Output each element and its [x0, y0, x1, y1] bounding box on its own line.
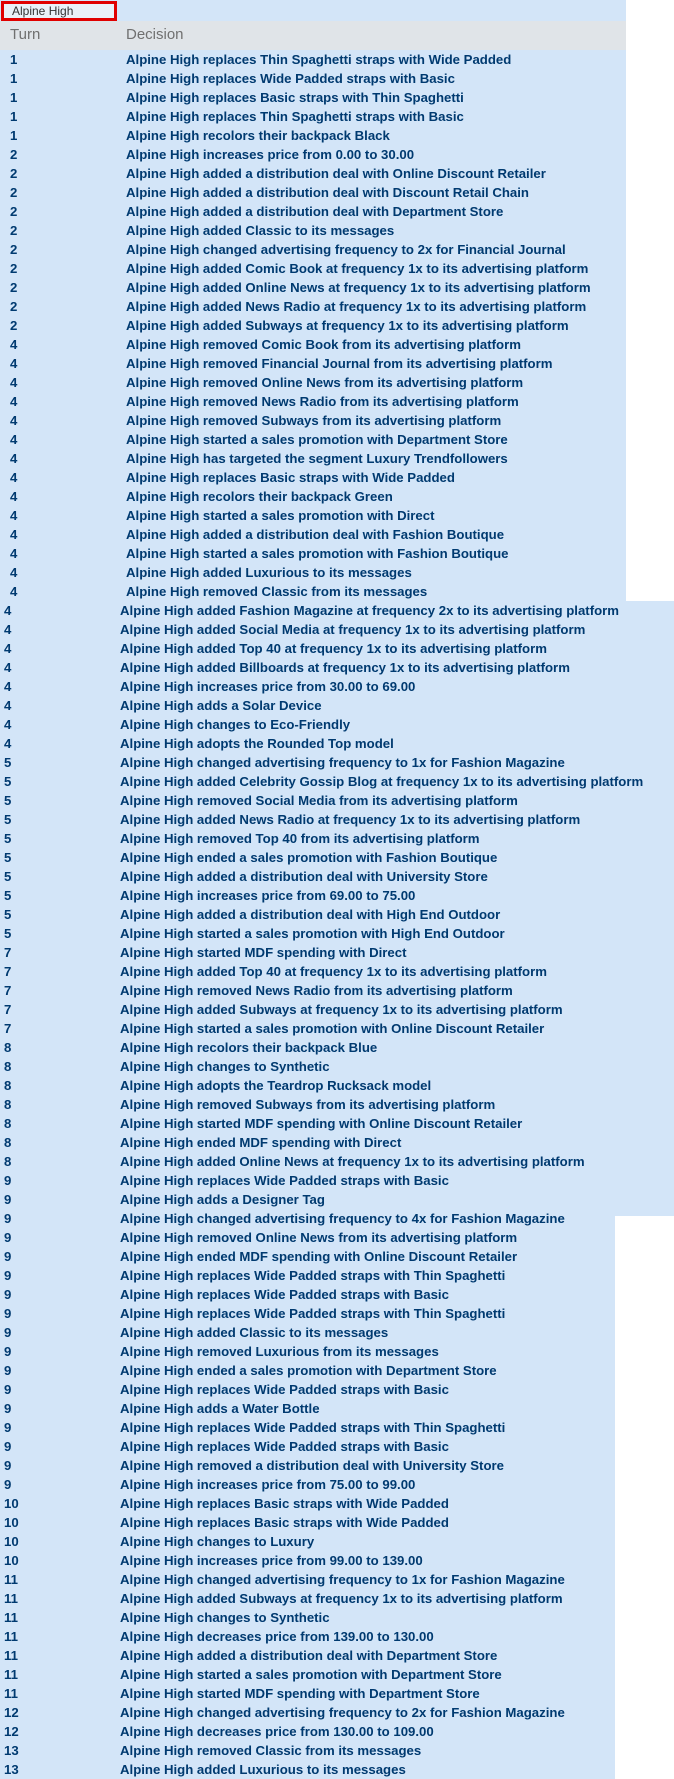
- decision-cell: Alpine High removed News Radio from its advertising platform: [120, 983, 513, 998]
- table-row: [0, 563, 674, 582]
- turn-cell: 13: [4, 1762, 19, 1777]
- turn-cell: 5: [4, 831, 12, 846]
- table-row: [0, 335, 674, 354]
- turn-cell: 1: [10, 128, 18, 143]
- decision-cell: Alpine High removed Subways from its advertising platform: [120, 1097, 496, 1112]
- turn-cell: 11: [4, 1610, 18, 1625]
- turn-cell: 5: [4, 812, 12, 827]
- table-row: [0, 848, 674, 867]
- table-row: [0, 1608, 674, 1627]
- turn-cell: 5: [4, 869, 12, 884]
- decision-cell: Alpine High added Online News at frequency 1x to its advertising platform: [120, 1154, 585, 1169]
- table-row: [0, 525, 674, 544]
- turn-cell: 4: [10, 451, 18, 466]
- table-row: [0, 107, 674, 126]
- turn-cell: 4: [10, 546, 18, 561]
- table-row: [0, 1684, 674, 1703]
- table-row: [0, 962, 674, 981]
- decision-cell: Alpine High added Luxurious to its messages: [120, 1762, 406, 1777]
- table-row: [0, 1323, 674, 1342]
- decision-cell: Alpine High removed Luxurious from its messages: [120, 1344, 439, 1359]
- turn-cell: 8: [4, 1078, 12, 1093]
- table-row: [0, 1551, 674, 1570]
- decision-cell: Alpine High removed Online News from its advertising platform: [126, 375, 524, 390]
- turn-cell: 4: [4, 736, 12, 751]
- turn-cell: 4: [10, 527, 18, 542]
- decision-cell: Alpine High replaces Basic straps with Thin Spaghetti: [126, 90, 464, 105]
- turn-cell: 9: [4, 1173, 12, 1188]
- table-row: [0, 183, 674, 202]
- decision-cell: Alpine High added a distribution deal with Fashion Boutique: [126, 527, 505, 542]
- decision-cell: Alpine High changes to Synthetic: [120, 1059, 330, 1074]
- decision-cell: Alpine High added News Radio at frequency 1x to its advertising platform: [126, 299, 587, 314]
- table-row: [0, 601, 674, 620]
- decision-cell: Alpine High increases price from 75.00 to 99.00: [120, 1477, 416, 1492]
- turn-cell: 11: [4, 1629, 18, 1644]
- decision-cell: Alpine High replaces Basic straps with Wide Padded: [120, 1515, 449, 1530]
- turn-cell: 11: [4, 1591, 18, 1606]
- decision-cell: Alpine High removed a distribution deal with University Store: [120, 1458, 504, 1473]
- table-row: [0, 449, 674, 468]
- decision-cell: Alpine High added a distribution deal with Online Discount Retailer: [126, 166, 546, 181]
- turn-cell: 9: [4, 1401, 12, 1416]
- table-row: [0, 1228, 674, 1247]
- turn-cell: 9: [4, 1306, 12, 1321]
- turn-cell: 5: [4, 774, 12, 789]
- table-row: [0, 1095, 674, 1114]
- decision-cell: Alpine High adds a Solar Device: [120, 698, 322, 713]
- turn-cell: 9: [4, 1439, 12, 1454]
- decision-cell: Alpine High started MDF spending with Online Discount Retailer: [120, 1116, 523, 1131]
- table-row: [0, 354, 674, 373]
- table-row: [0, 1418, 674, 1437]
- table-row: [0, 696, 674, 715]
- turn-cell: 9: [4, 1268, 12, 1283]
- decision-cell: Alpine High added a distribution deal with Department Store: [120, 1648, 498, 1663]
- table-row: [0, 1703, 674, 1722]
- decision-cell: Alpine High ended a sales promotion with Fashion Boutique: [120, 850, 498, 865]
- table-row: [0, 392, 674, 411]
- table-row: [0, 1437, 674, 1456]
- turn-cell: 8: [4, 1097, 12, 1112]
- turn-cell: 7: [4, 1002, 12, 1017]
- decision-cell: Alpine High removed Financial Journal from its advertising platform: [126, 356, 553, 371]
- decision-cell: Alpine High added Subways at frequency 1x to its advertising platform: [120, 1002, 563, 1017]
- decision-cell: Alpine High replaces Basic straps with Wide Padded: [126, 470, 455, 485]
- turn-cell: 1: [10, 90, 18, 105]
- turn-cell: 4: [10, 584, 18, 599]
- table-row: [0, 506, 674, 525]
- table-row: [0, 905, 674, 924]
- table-row: [0, 1190, 674, 1209]
- turn-cell: 2: [10, 318, 18, 333]
- turn-cell: 2: [10, 166, 18, 181]
- decision-cell: Alpine High replaces Wide Padded straps with Thin Spaghetti: [120, 1306, 506, 1321]
- turn-cell: 4: [10, 356, 18, 371]
- decision-cell: Alpine High added Celebrity Gossip Blog at frequency 1x to its advertising platform: [120, 774, 644, 789]
- table-row: [0, 1741, 674, 1760]
- turn-cell: 12: [4, 1705, 19, 1720]
- turn-cell: 4: [10, 337, 18, 352]
- decision-cell: Alpine High added a distribution deal with Discount Retail Chain: [126, 185, 529, 200]
- table-header: [0, 21, 626, 50]
- decision-cell: Alpine High replaces Thin Spaghetti straps with Basic: [126, 109, 464, 124]
- decision-cell: Alpine High removed Top 40 from its advertising platform: [120, 831, 480, 846]
- turn-cell: 9: [4, 1211, 12, 1226]
- table-row: [0, 658, 674, 677]
- table-row: [0, 639, 674, 658]
- table-row: [0, 430, 674, 449]
- table-row: [0, 145, 674, 164]
- table-row: [0, 221, 674, 240]
- table-row: [0, 1076, 674, 1095]
- turn-cell: 11: [4, 1648, 18, 1663]
- decision-cell: Alpine High added Social Media at frequency 1x to its advertising platform: [120, 622, 586, 637]
- turn-cell: 2: [10, 185, 18, 200]
- table-row: [0, 1722, 674, 1741]
- table-row: [0, 1209, 674, 1228]
- turn-cell: 2: [10, 299, 18, 314]
- decision-cell: Alpine High added Comic Book at frequency 1x to its advertising platform: [126, 261, 589, 276]
- turn-cell: 10: [4, 1534, 19, 1549]
- decision-cell: Alpine High added Fashion Magazine at frequency 2x to its advertising platform: [120, 603, 620, 618]
- table-row: [0, 734, 674, 753]
- turn-cell: 4: [10, 508, 18, 523]
- table-row: [0, 1304, 674, 1323]
- table-row: [0, 240, 674, 259]
- table-row: [0, 791, 674, 810]
- table-row: [0, 1532, 674, 1551]
- turn-cell: 9: [4, 1192, 12, 1207]
- table-row: [0, 1114, 674, 1133]
- decision-cell: Alpine High removed News Radio from its advertising platform: [126, 394, 519, 409]
- decision-cell: Alpine High added Subways at frequency 1x to its advertising platform: [126, 318, 569, 333]
- decision-cell: Alpine High ended MDF spending with Online Discount Retailer: [120, 1249, 518, 1264]
- decision-cell: Alpine High added a distribution deal with University Store: [120, 869, 488, 884]
- turn-cell: 9: [4, 1458, 12, 1473]
- decision-cell: Alpine High added Top 40 at frequency 1x to its advertising platform: [120, 641, 547, 656]
- turn-cell: 2: [10, 147, 18, 162]
- decision-cell: Alpine High replaces Wide Padded straps with Basic: [126, 71, 455, 86]
- turn-cell: 8: [4, 1040, 12, 1055]
- decision-cell: Alpine High changes to Synthetic: [120, 1610, 330, 1625]
- decision-cell: Alpine High replaces Wide Padded straps with Basic: [120, 1439, 449, 1454]
- turn-cell: 5: [4, 793, 12, 808]
- turn-cell: 10: [4, 1496, 19, 1511]
- decision-cell: Alpine High changed advertising frequency to 4x for Fashion Magazine: [120, 1211, 565, 1226]
- turn-cell: 7: [4, 945, 12, 960]
- table-row: [0, 1019, 674, 1038]
- turn-cell: 11: [4, 1686, 18, 1701]
- decision-cell: Alpine High started a sales promotion with Online Discount Retailer: [120, 1021, 545, 1036]
- turn-cell: 2: [10, 280, 18, 295]
- table-row: [0, 1171, 674, 1190]
- turn-cell: 4: [4, 622, 12, 637]
- table-row: [0, 1380, 674, 1399]
- turn-cell: 5: [4, 888, 12, 903]
- table-row: [0, 126, 674, 145]
- decision-cell: Alpine High removed Online News from its advertising platform: [120, 1230, 518, 1245]
- decision-cell: Alpine High decreases price from 139.00 to 130.00: [120, 1629, 434, 1644]
- turn-cell: 5: [4, 926, 12, 941]
- column-header-turn[interactable]: Turn: [10, 26, 41, 43]
- turn-cell: 2: [10, 204, 18, 219]
- table-row: [0, 1038, 674, 1057]
- table-row: [0, 1646, 674, 1665]
- turn-cell: 2: [10, 242, 18, 257]
- turn-cell: 8: [4, 1059, 12, 1074]
- table-row: [0, 1247, 674, 1266]
- table-row: [0, 867, 674, 886]
- decision-cell: Alpine High adds a Designer Tag: [120, 1192, 325, 1207]
- table-row: [0, 1361, 674, 1380]
- table-row: [0, 1152, 674, 1171]
- turn-cell: 4: [4, 698, 12, 713]
- table-row: [0, 1399, 674, 1418]
- turn-cell: 4: [10, 394, 18, 409]
- turn-cell: 9: [4, 1230, 12, 1245]
- turn-cell: 4: [10, 375, 18, 390]
- decision-cell: Alpine High added Classic to its messages: [126, 223, 395, 238]
- decision-cell: Alpine High replaces Basic straps with Wide Padded: [120, 1496, 449, 1511]
- turn-cell: 4: [4, 717, 12, 732]
- decision-cell: Alpine High replaces Wide Padded straps with Basic: [120, 1173, 449, 1188]
- decision-cell: Alpine High removed Social Media from its advertising platform: [120, 793, 518, 808]
- decision-cell: Alpine High added Online News at frequency 1x to its advertising platform: [126, 280, 591, 295]
- decision-cell: Alpine High removed Subways from its advertising platform: [126, 413, 502, 428]
- decision-cell: Alpine High increases price from 69.00 to 75.00: [120, 888, 416, 903]
- turn-cell: 5: [4, 755, 12, 770]
- turn-cell: 8: [4, 1116, 12, 1131]
- table-row: [0, 1057, 674, 1076]
- table-row: [0, 1342, 674, 1361]
- decision-cell: Alpine High changes to Eco-Friendly: [120, 717, 351, 732]
- table-row: [0, 715, 674, 734]
- decision-cell: Alpine High recolors their backpack Black: [126, 128, 390, 143]
- table-row: [0, 677, 674, 696]
- decision-cell: Alpine High added News Radio at frequency 1x to its advertising platform: [120, 812, 581, 827]
- turn-cell: 4: [4, 641, 12, 656]
- decision-cell: Alpine High added Subways at frequency 1x to its advertising platform: [120, 1591, 563, 1606]
- turn-cell: 4: [10, 432, 18, 447]
- table-row: [0, 1285, 674, 1304]
- table-row: [0, 164, 674, 183]
- decision-cell: Alpine High added Top 40 at frequency 1x to its advertising platform: [120, 964, 547, 979]
- table-row: [0, 1665, 674, 1684]
- turn-cell: 9: [4, 1249, 12, 1264]
- turn-cell: 12: [4, 1724, 19, 1739]
- table-row: [0, 620, 674, 639]
- table-row: [0, 1494, 674, 1513]
- table-row: [0, 829, 674, 848]
- turn-cell: 1: [10, 71, 18, 86]
- decision-cell: Alpine High started a sales promotion with Direct: [126, 508, 435, 523]
- turn-cell: 4: [4, 603, 12, 618]
- turn-cell: 7: [4, 1021, 12, 1036]
- turn-cell: 1: [10, 109, 18, 124]
- decision-cell: Alpine High started a sales promotion with Department Store: [120, 1667, 502, 1682]
- turn-cell: 10: [4, 1515, 19, 1530]
- turn-cell: 7: [4, 983, 12, 998]
- turn-cell: 11: [4, 1667, 18, 1682]
- decision-cell: Alpine High replaces Wide Padded straps with Basic: [120, 1287, 449, 1302]
- decision-cell: Alpine High changes to Luxury: [120, 1534, 315, 1549]
- table-row: [0, 582, 674, 601]
- table-row: [0, 1456, 674, 1475]
- decision-cell: Alpine High changed advertising frequency to 1x for Fashion Magazine: [120, 755, 565, 770]
- decision-cell: Alpine High added Billboards at frequency 1x to its advertising platform: [120, 660, 570, 675]
- table-row: [0, 772, 674, 791]
- decision-cell: Alpine High recolors their backpack Blue: [120, 1040, 378, 1055]
- turn-cell: 1: [10, 52, 18, 67]
- decision-cell: Alpine High added Classic to its messages: [120, 1325, 389, 1340]
- decision-cell: Alpine High ended MDF spending with Direct: [120, 1135, 402, 1150]
- decision-cell: Alpine High replaces Wide Padded straps with Thin Spaghetti: [120, 1420, 506, 1435]
- table-row: [0, 1589, 674, 1608]
- decision-cell: Alpine High adopts the Rounded Top model: [120, 736, 394, 751]
- table-row: [0, 924, 674, 943]
- decision-cell: Alpine High changed advertising frequency to 2x for Fashion Magazine: [120, 1705, 565, 1720]
- table-row: [0, 1133, 674, 1152]
- turn-cell: 9: [4, 1420, 12, 1435]
- turn-cell: 2: [10, 261, 18, 276]
- turn-cell: 2: [10, 223, 18, 238]
- turn-cell: 9: [4, 1325, 12, 1340]
- decision-cell: Alpine High ended a sales promotion with Department Store: [120, 1363, 497, 1378]
- turn-cell: 4: [10, 565, 18, 580]
- table-row: [0, 1475, 674, 1494]
- decision-cell: Alpine High started MDF spending with Department Store: [120, 1686, 480, 1701]
- decision-cell: Alpine High decreases price from 130.00 to 109.00: [120, 1724, 434, 1739]
- turn-cell: 9: [4, 1363, 12, 1378]
- decision-cell: Alpine High has targeted the segment Luxury Trendfollowers: [126, 451, 508, 466]
- turn-cell: 9: [4, 1287, 12, 1302]
- table-row: [0, 278, 674, 297]
- table-row: [0, 753, 674, 772]
- table-row: [0, 487, 674, 506]
- table-row: [0, 943, 674, 962]
- decision-cell: Alpine High increases price from 0.00 to 30.00: [126, 147, 415, 162]
- turn-cell: 11: [4, 1572, 18, 1587]
- turn-cell: 4: [4, 679, 12, 694]
- table-row: [0, 981, 674, 1000]
- tab-alpine-high[interactable]: Alpine High: [1, 1, 117, 21]
- table-row: [0, 810, 674, 829]
- decision-cell: Alpine High increases price from 30.00 to 69.00: [120, 679, 416, 694]
- table-row: [0, 373, 674, 392]
- table-row: [0, 50, 674, 69]
- table-row: [0, 411, 674, 430]
- table-row: [0, 88, 674, 107]
- decision-cell: Alpine High replaces Wide Padded straps with Basic: [120, 1382, 449, 1397]
- turn-cell: 8: [4, 1135, 12, 1150]
- decision-cell: Alpine High recolors their backpack Green: [126, 489, 393, 504]
- turn-cell: 4: [4, 660, 12, 675]
- table-row: [0, 316, 674, 335]
- table-row: [0, 468, 674, 487]
- turn-cell: 9: [4, 1477, 12, 1492]
- turn-cell: 9: [4, 1344, 12, 1359]
- turn-cell: 5: [4, 907, 12, 922]
- turn-cell: 5: [4, 850, 12, 865]
- decision-cell: Alpine High removed Classic from its messages: [120, 1743, 422, 1758]
- table-row: [0, 297, 674, 316]
- table-row: [0, 1570, 674, 1589]
- decision-cell: Alpine High added Luxurious to its messages: [126, 565, 412, 580]
- table-row: [0, 202, 674, 221]
- table-row: [0, 1266, 674, 1285]
- decision-cell: Alpine High removed Classic from its messages: [126, 584, 428, 599]
- turn-cell: 4: [10, 470, 18, 485]
- table-row: [0, 1513, 674, 1532]
- table-row: [0, 886, 674, 905]
- decision-cell: Alpine High adopts the Teardrop Rucksack model: [120, 1078, 432, 1093]
- turn-cell: 10: [4, 1553, 19, 1568]
- decision-table-body: [0, 50, 674, 1779]
- table-row: [0, 1000, 674, 1019]
- decision-cell: Alpine High replaces Thin Spaghetti straps with Wide Padded: [126, 52, 512, 67]
- decision-cell: Alpine High started a sales promotion with Department Store: [126, 432, 508, 447]
- column-header-decision[interactable]: Decision: [126, 26, 184, 43]
- turn-cell: 13: [4, 1743, 19, 1758]
- turn-cell: 9: [4, 1382, 12, 1397]
- decision-cell: Alpine High increases price from 99.00 to 139.00: [120, 1553, 423, 1568]
- turn-cell: 4: [10, 489, 18, 504]
- decision-cell: Alpine High added a distribution deal with High End Outdoor: [120, 907, 501, 922]
- turn-cell: 4: [10, 413, 18, 428]
- table-row: [0, 1627, 674, 1646]
- tab-bar: [0, 0, 626, 21]
- table-row: [0, 1760, 674, 1779]
- decision-cell: Alpine High removed Comic Book from its advertising platform: [126, 337, 521, 352]
- decision-cell: Alpine High adds a Water Bottle: [120, 1401, 320, 1416]
- decision-cell: Alpine High started MDF spending with Direct: [120, 945, 407, 960]
- table-row: [0, 259, 674, 278]
- decision-cell: Alpine High added a distribution deal with Department Store: [126, 204, 504, 219]
- decision-cell: Alpine High replaces Wide Padded straps with Thin Spaghetti: [120, 1268, 506, 1283]
- decision-cell: Alpine High started a sales promotion with High End Outdoor: [120, 926, 505, 941]
- table-row: [0, 69, 674, 88]
- table-row: [0, 544, 674, 563]
- decision-cell: Alpine High changed advertising frequency to 1x for Fashion Magazine: [120, 1572, 565, 1587]
- decision-cell: Alpine High started a sales promotion with Fashion Boutique: [126, 546, 509, 561]
- turn-cell: 7: [4, 964, 12, 979]
- turn-cell: 8: [4, 1154, 12, 1169]
- decision-cell: Alpine High changed advertising frequency to 2x for Financial Journal: [126, 242, 566, 257]
